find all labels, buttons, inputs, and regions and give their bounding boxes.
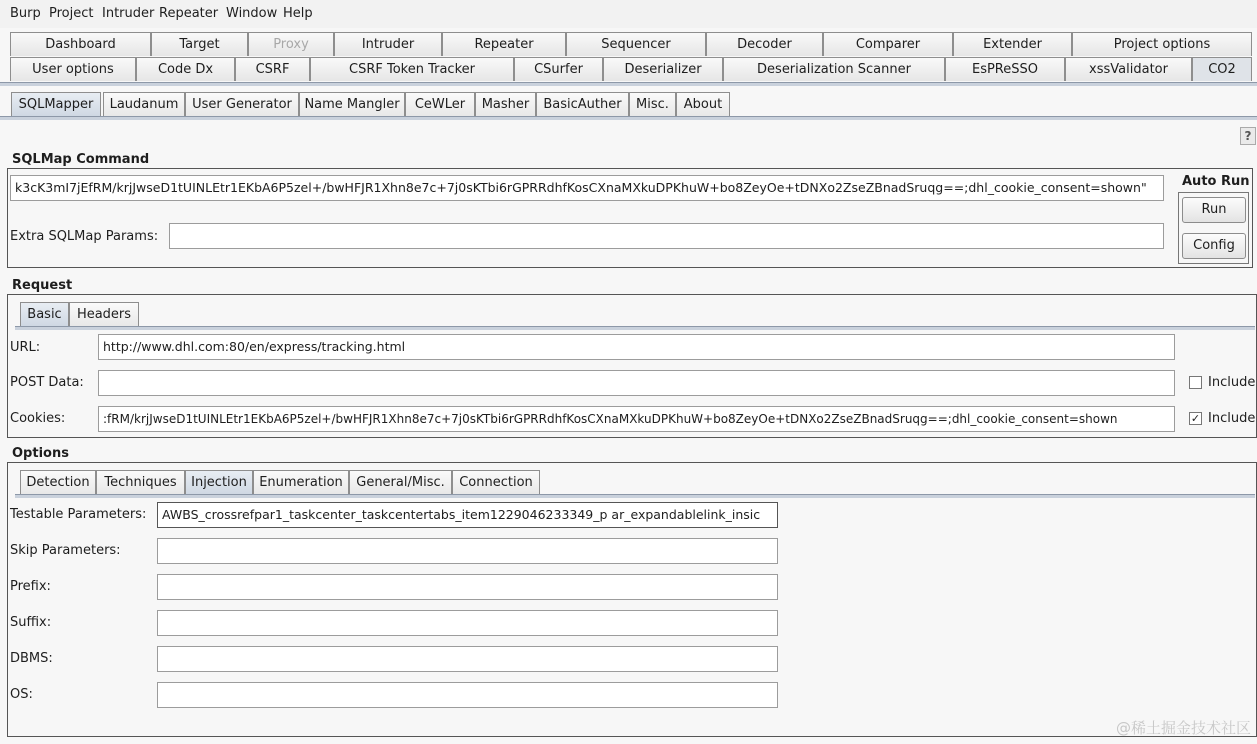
tab-extender[interactable]: Extender <box>953 32 1072 56</box>
menu-help[interactable]: Help <box>283 6 313 21</box>
cookies-include-label: Include <box>1208 411 1256 426</box>
cookies-field[interactable]: :fRM/krjJwseD1tUINLEtr1EKbA6P5zel+/bwHFJR1Xhn8e7c+7j0sKTbi6rGPRRdhfKosCXnaMXkuDPKhuW+bo8ZeyOe+tDNXo2ZseZBnadSruqg==;dhl_cookie_consent=shown <box>98 406 1175 432</box>
tab-laudanum[interactable]: Laudanum <box>103 92 185 116</box>
tab-csurfer[interactable]: CSurfer <box>514 57 603 81</box>
cookies-include-checkbox[interactable]: ✓ <box>1190 412 1201 425</box>
suffix-field[interactable] <box>157 610 778 636</box>
tab-project-options[interactable]: Project options <box>1072 32 1252 56</box>
post-data-label: POST Data: <box>10 375 84 390</box>
prefix-label: Prefix: <box>10 579 51 594</box>
help-icon[interactable]: ? <box>1240 127 1256 145</box>
tab-user-options[interactable]: User options <box>10 57 136 81</box>
testable-params-label: Testable Parameters: <box>10 507 147 522</box>
dbms-field[interactable] <box>157 646 778 672</box>
tab-repeater[interactable]: Repeater <box>442 32 566 56</box>
testable-params-field[interactable]: AWBS_crossrefpar1_taskcenter_taskcentertabs_item1229046233349_p ar_expandablelink_insic <box>157 502 778 528</box>
tab-misc[interactable]: Misc. <box>629 92 676 116</box>
options-section-title: Options <box>12 446 69 461</box>
menu-bar <box>0 0 1257 28</box>
tab-intruder[interactable]: Intruder <box>334 32 442 56</box>
tab-general-misc[interactable]: General/Misc. <box>349 470 452 494</box>
extra-params-label: Extra SQLMap Params: <box>10 229 159 244</box>
post-include-checkbox[interactable] <box>1189 376 1202 389</box>
tab-connection[interactable]: Connection <box>452 470 540 494</box>
skip-params-label: Skip Parameters: <box>10 543 121 558</box>
menu-burp[interactable]: Burp <box>10 6 41 21</box>
skip-params-field[interactable] <box>157 538 778 564</box>
tab-enumeration[interactable]: Enumeration <box>253 470 349 494</box>
tab-csrf[interactable]: CSRF <box>235 57 310 81</box>
tab-deserialization-scanner[interactable]: Deserialization Scanner <box>723 57 945 81</box>
tab-masher[interactable]: Masher <box>475 92 536 116</box>
sqlmap-command-text: k3cK3mI7jEfRM/krjJwseD1tUINLEtr1EKbA6P5zel+/bwHFJR1Xhn8e7c+7j0sKTbi6rGPRRdhfKosCXnaMXkuDPKhuW+bo8ZeyOe+tDNXo2ZseZBnadSruqg==;dhl_cookie_consent=shown" <box>15 180 1147 195</box>
subtab-divider <box>0 116 1257 120</box>
tab-espresso[interactable]: EsPReSSO <box>945 57 1065 81</box>
tab-injection[interactable]: Injection <box>185 470 253 494</box>
url-label: URL: <box>10 340 41 355</box>
main-tabs-row1 <box>0 32 1257 57</box>
tab-techniques[interactable]: Techniques <box>96 470 185 494</box>
tab-cewler[interactable]: CeWLer <box>405 92 475 116</box>
menu-repeater[interactable]: Repeater <box>159 6 219 21</box>
tab-comparer[interactable]: Comparer <box>823 32 953 56</box>
tab-decoder[interactable]: Decoder <box>706 32 823 56</box>
tab-deserializer[interactable]: Deserializer <box>603 57 723 81</box>
tab-user-generator[interactable]: User Generator <box>185 92 299 116</box>
tab-divider <box>0 82 1257 86</box>
url-field[interactable]: http://www.dhl.com:80/en/express/tracking.html <box>98 334 1175 360</box>
tab-basicauther[interactable]: BasicAuther <box>536 92 629 116</box>
sqlmap-section-title: SQLMap Command <box>12 152 150 167</box>
tab-co2[interactable]: CO2 <box>1192 57 1252 81</box>
dbms-label: DBMS: <box>10 651 53 666</box>
post-include-label: Include <box>1208 375 1256 390</box>
extra-params-field[interactable] <box>169 223 1164 249</box>
tab-basic[interactable]: Basic <box>20 302 69 326</box>
sqlmap-command-field[interactable] <box>10 175 1164 201</box>
tab-dashboard[interactable]: Dashboard <box>10 32 151 56</box>
tab-about[interactable]: About <box>676 92 730 116</box>
tab-sequencer[interactable]: Sequencer <box>566 32 706 56</box>
config-button[interactable]: Config <box>1182 233 1246 259</box>
post-data-field[interactable] <box>98 370 1175 396</box>
main-tabs-row2 <box>0 57 1257 82</box>
request-section-title: Request <box>12 278 73 293</box>
suffix-label: Suffix: <box>10 615 52 630</box>
cookies-label: Cookies: <box>10 411 66 426</box>
tab-target[interactable]: Target <box>151 32 248 56</box>
auto-run-label: Auto Run <box>1182 174 1250 189</box>
request-tab-divider <box>15 326 1255 330</box>
os-label: OS: <box>10 687 33 702</box>
tab-code-dx[interactable]: Code Dx <box>136 57 235 81</box>
os-field[interactable] <box>157 682 778 708</box>
menu-project[interactable]: Project <box>49 6 94 21</box>
watermark: @稀土掘金技术社区 <box>1115 719 1251 737</box>
tab-headers[interactable]: Headers <box>69 302 139 326</box>
menu-window[interactable]: Window <box>226 6 278 21</box>
tab-sqlmapper[interactable]: SQLMapper <box>11 92 101 116</box>
tab-proxy[interactable]: Proxy <box>248 32 334 56</box>
run-button[interactable]: Run <box>1182 197 1246 223</box>
prefix-field[interactable] <box>157 574 778 600</box>
tab-detection[interactable]: Detection <box>20 470 96 494</box>
menu-intruder[interactable]: Intruder <box>102 6 155 21</box>
tab-name-mangler[interactable]: Name Mangler <box>299 92 405 116</box>
tab-csrf-token-tracker[interactable]: CSRF Token Tracker <box>310 57 514 81</box>
options-tab-divider <box>15 494 1255 498</box>
tab-xssvalidator[interactable]: xssValidator <box>1065 57 1192 81</box>
